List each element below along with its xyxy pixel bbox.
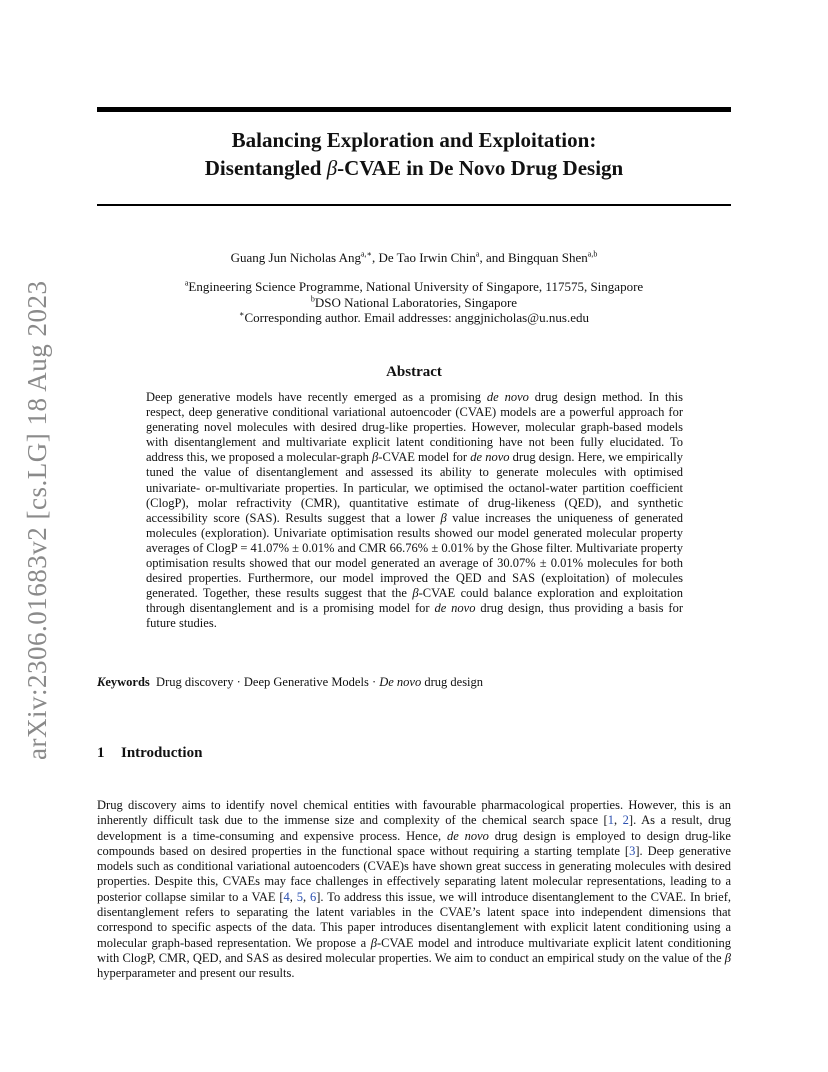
paper-title [97, 126, 731, 182]
affiliation-b: $^b$DSO National Laboratories, Singapore [310, 294, 518, 310]
citation-link[interactable]: 6 [310, 889, 317, 904]
keywords-line: Keywords Drug discovery · Deep Generative Models · De novo drug design [97, 675, 484, 689]
arxiv-identifier-stamp: arXiv:2306.01683v2 [cs.LG] 18 Aug 2023 [22, 280, 52, 760]
introduction-paragraph: Drug discovery aims to identify novel chemical entities with favourable pharmacological properties. However, this is an inherently difficult task due to the immense size and complexity of the chemical search space [1, 2]. As a result, drug development is a time-consuming and expensive process. Hence, de novo drug design is employed to design drug-like compounds based on desired properties in the functional space without requiring a starting template [3]. Deep generative models such as conditional variational autoencoders (CVAE)s have shown great success in generating molecules with desired properties. Despite this, CVAEs may face challenges in effectively separating latent molecular representations, leading to a posterior collapse similar to a VAE [4, 5, 6]. To address this issue, we will introduce disentanglement to the CVAE. In brief, disentanglement refers to separating the latent variables in the CVAE’s latent space into independent dimensions that correspond to specific aspects of the data. This paper introduces disentanglement with explicit latent conditioning using a molecular graph-based representation. We propose a β-CVAE model and introduce multivariate explicit latent conditioning with ClogP, CMR, QED, and SAS as desired molecular properties. We aim to conduct an empirical study on the value of the β hyperparameter and present our results. [97, 798, 731, 981]
title-line-1: Balancing Exploration and Exploitation: [231, 128, 597, 152]
citation-link[interactable]: 1 [607, 813, 614, 828]
section-heading-introduction [97, 745, 202, 762]
citation-link[interactable]: 5 [296, 889, 304, 904]
affiliations [97, 279, 731, 326]
section-number: 1 [97, 745, 105, 761]
section-title: Introduction [121, 745, 203, 761]
corresponding-author: ∗Corresponding author. Email addresses: anggjnicholas@u.nus.edu [239, 309, 589, 325]
author-list: Guang Jun Nicholas Ang$^{a,∗}$, De Tao Irwin Chin$^a$, and Bingquan Shen$^{a,b}$ [230, 249, 598, 265]
affiliation-a: $^a$Engineering Science Programme, National University of Singapore, 117575, Singapore [184, 278, 644, 294]
title-bottom-rule [97, 204, 731, 206]
keywords-label: eywords [105, 675, 150, 689]
abstract-heading: Abstract [386, 364, 442, 380]
author-name: , and Bingquan Shen [479, 250, 588, 265]
citation-link[interactable]: 3 [629, 843, 636, 858]
citation-link[interactable]: 4 [283, 889, 290, 904]
title-top-rule [97, 107, 731, 112]
title-line-2: Disentangled β-CVAE in De Novo Drug Design [204, 156, 624, 180]
keywords-label-initial: K [97, 675, 106, 689]
author-name: Guang Jun Nicholas Ang [230, 250, 361, 265]
author-name: , De Tao Irwin Chin [371, 250, 476, 265]
abstract-text: Deep generative models have recently emerged as a promising de novo drug design method. In this respect, deep generative conditional variational autoencoder (CVAE) models are a powerful approach for generating novel molecules with desired drug-like properties. However, molecular graph-based models with disentanglement and multivariate explicit latent conditioning have not been fully elucidated. To address this, we proposed a molecular-graph β-CVAE model for de novo drug design. Here, we empirically tuned the value of disentanglement and assessed its ability to generate molecules with optimised univariate- or-multivariate properties. In particular, we optimised the octanol-water partition coefficient (ClogP), molar refractivity (CMR), quantitative estimate of drug-likeness (QED), and synthetic accessibility score (SAS). Results suggest that a lower β value increases the uniqueness of generated molecules (exploration). Univariate optimisation results showed our model generated molecular property averages of ClogP = 41.07% ± 0.01% and CMR 66.76% ± 0.01% by the Ghose filter. Multivariate property optimisation results showed that our model generated an average of 30.07% ± 0.01% molecules for both desired properties. Furthermore, our model improved the QED and SAS (exploitation) of molecules generated. Together, these results suggest that the β-CVAE could balance exploration and exploitation through disentanglement and is a promising model for de novo drug design, thus providing a basis for future studies. [146, 390, 684, 631]
citation-link[interactable]: 2 [622, 813, 629, 828]
